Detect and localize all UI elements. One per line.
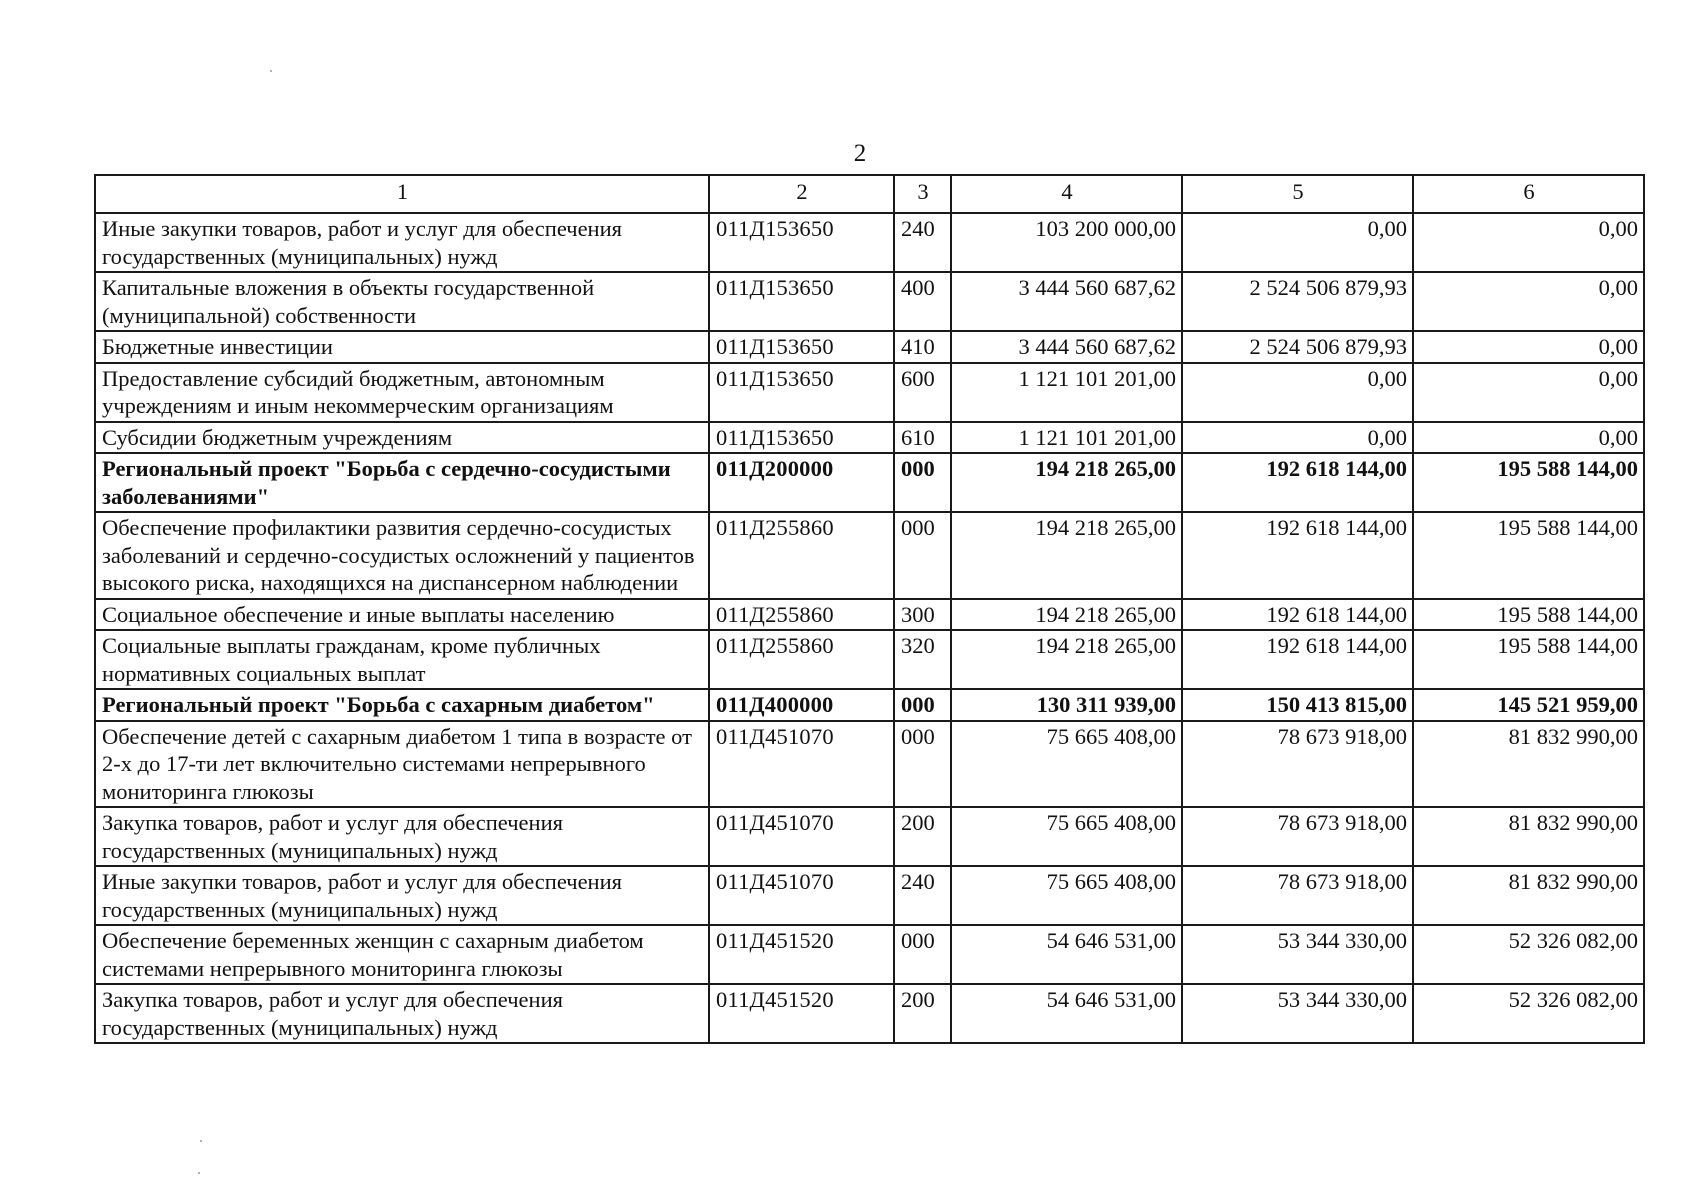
row-amount-col4: 3 444 560 687,62 <box>951 331 1182 363</box>
row-amount-col5: 0,00 <box>1182 422 1413 454</box>
row-kvr-cell: 200 <box>894 984 951 1043</box>
row-code-cell: 011Д255860 <box>709 630 894 689</box>
row-name-cell: Капитальные вложения в объекты государственной (муниципальной) собственности <box>95 272 709 331</box>
table-row <box>95 512 1644 599</box>
row-amount-col5: 0,00 <box>1182 213 1413 272</box>
header-col-3: 3 <box>894 175 951 213</box>
row-amount-col4: 194 218 265,00 <box>951 512 1182 599</box>
table-row <box>95 213 1644 272</box>
scan-speck <box>200 1140 202 1142</box>
table-row <box>95 866 1644 925</box>
row-amount-col5: 2 524 506 879,93 <box>1182 331 1413 363</box>
row-amount-col5: 150 413 815,00 <box>1182 689 1413 721</box>
row-kvr-cell: 000 <box>894 512 951 599</box>
row-amount-col4: 1 121 101 201,00 <box>951 422 1182 454</box>
row-name-cell: Субсидии бюджетным учреждениям <box>95 422 709 454</box>
row-amount-col4: 103 200 000,00 <box>951 213 1182 272</box>
row-amount-col6: 0,00 <box>1413 272 1644 331</box>
row-name-cell: Иные закупки товаров, работ и услуг для обеспечения государственных (муниципальных) нужд <box>95 213 709 272</box>
row-amount-col6: 145 521 959,00 <box>1413 689 1644 721</box>
row-amount-col5: 192 618 144,00 <box>1182 512 1413 599</box>
header-col-4: 4 <box>951 175 1182 213</box>
row-code-cell: 011Д255860 <box>709 599 894 631</box>
table-row <box>95 807 1644 866</box>
row-name-cell: Обеспечение беременных женщин с сахарным диабетом системами непрерывного мониторинга глюкозы <box>95 925 709 984</box>
row-amount-col5: 192 618 144,00 <box>1182 630 1413 689</box>
row-kvr-cell: 400 <box>894 272 951 331</box>
row-amount-col4: 194 218 265,00 <box>951 630 1182 689</box>
row-name-cell: Обеспечение детей с сахарным диабетом 1 типа в возрасте от 2-х до 17-ти лет включительно системами непрерывного мониторинга глюкозы <box>95 721 709 808</box>
row-kvr-cell: 610 <box>894 422 951 454</box>
row-code-cell: 011Д451070 <box>709 866 894 925</box>
table-row <box>95 630 1644 689</box>
table-row <box>95 453 1644 512</box>
row-amount-col6: 195 588 144,00 <box>1413 599 1644 631</box>
row-code-cell: 011Д153650 <box>709 331 894 363</box>
budget-table <box>94 174 1645 1044</box>
row-code-cell: 011Д255860 <box>709 512 894 599</box>
row-amount-col6: 0,00 <box>1413 363 1644 422</box>
row-amount-col6: 81 832 990,00 <box>1413 866 1644 925</box>
row-amount-col6: 0,00 <box>1413 213 1644 272</box>
row-amount-col4: 54 646 531,00 <box>951 925 1182 984</box>
row-amount-col6: 81 832 990,00 <box>1413 721 1644 808</box>
row-amount-col5: 78 673 918,00 <box>1182 866 1413 925</box>
table-row <box>95 331 1644 363</box>
row-amount-col5: 78 673 918,00 <box>1182 721 1413 808</box>
table-row <box>95 599 1644 631</box>
row-code-cell: 011Д451520 <box>709 984 894 1043</box>
table-row <box>95 689 1644 721</box>
row-code-cell: 011Д400000 <box>709 689 894 721</box>
row-amount-col6: 0,00 <box>1413 331 1644 363</box>
row-amount-col4: 1 121 101 201,00 <box>951 363 1182 422</box>
row-amount-col6: 52 326 082,00 <box>1413 925 1644 984</box>
row-amount-col4: 130 311 939,00 <box>951 689 1182 721</box>
row-amount-col4: 194 218 265,00 <box>951 599 1182 631</box>
row-name-cell: Обеспечение профилактики развития сердечно-сосудистых заболеваний и сердечно-сосудистых осложнений у пациентов высокого риска, находящихся на диспансерном наблюдении <box>95 512 709 599</box>
row-amount-col6: 195 588 144,00 <box>1413 453 1644 512</box>
row-kvr-cell: 000 <box>894 453 951 512</box>
table-body <box>95 213 1644 1043</box>
row-kvr-cell: 410 <box>894 331 951 363</box>
row-code-cell: 011Д153650 <box>709 422 894 454</box>
row-code-cell: 011Д200000 <box>709 453 894 512</box>
row-code-cell: 011Д451070 <box>709 807 894 866</box>
table-header <box>95 175 1644 213</box>
row-amount-col5: 192 618 144,00 <box>1182 453 1413 512</box>
row-name-cell: Бюджетные инвестиции <box>95 331 709 363</box>
scan-speck <box>198 1172 200 1174</box>
row-amount-col5: 0,00 <box>1182 363 1413 422</box>
table-row <box>95 422 1644 454</box>
row-amount-col6: 81 832 990,00 <box>1413 807 1644 866</box>
page-number: 2 <box>853 140 867 167</box>
row-kvr-cell: 320 <box>894 630 951 689</box>
header-col-5: 5 <box>1182 175 1413 213</box>
row-amount-col6: 0,00 <box>1413 422 1644 454</box>
row-code-cell: 011Д451070 <box>709 721 894 808</box>
header-col-2: 2 <box>709 175 894 213</box>
row-name-cell: Социальное обеспечение и иные выплаты населению <box>95 599 709 631</box>
row-amount-col4: 194 218 265,00 <box>951 453 1182 512</box>
row-amount-col4: 75 665 408,00 <box>951 807 1182 866</box>
row-amount-col4: 75 665 408,00 <box>951 721 1182 808</box>
row-name-cell: Закупка товаров, работ и услуг для обеспечения государственных (муниципальных) нужд <box>95 807 709 866</box>
row-amount-col4: 3 444 560 687,62 <box>951 272 1182 331</box>
row-name-cell: Социальные выплаты гражданам, кроме публичных нормативных социальных выплат <box>95 630 709 689</box>
row-code-cell: 011Д153650 <box>709 213 894 272</box>
row-amount-col5: 2 524 506 879,93 <box>1182 272 1413 331</box>
row-code-cell: 011Д451520 <box>709 925 894 984</box>
row-amount-col6: 52 326 082,00 <box>1413 984 1644 1043</box>
row-name-cell: Закупка товаров, работ и услуг для обеспечения государственных (муниципальных) нужд <box>95 984 709 1043</box>
row-name-cell: Региональный проект "Борьба с сахарным диабетом" <box>95 689 709 721</box>
row-kvr-cell: 000 <box>894 925 951 984</box>
row-name-cell: Иные закупки товаров, работ и услуг для обеспечения государственных (муниципальных) нужд <box>95 866 709 925</box>
row-kvr-cell: 000 <box>894 721 951 808</box>
row-name-cell: Предоставление субсидий бюджетным, автономным учреждениям и иным некоммерческим организациям <box>95 363 709 422</box>
header-col-1: 1 <box>95 175 709 213</box>
table-row <box>95 363 1644 422</box>
scan-speck <box>270 70 272 72</box>
row-amount-col6: 195 588 144,00 <box>1413 512 1644 599</box>
row-amount-col6: 195 588 144,00 <box>1413 630 1644 689</box>
row-kvr-cell: 000 <box>894 689 951 721</box>
row-amount-col4: 75 665 408,00 <box>951 866 1182 925</box>
row-code-cell: 011Д153650 <box>709 272 894 331</box>
header-row <box>95 175 1644 213</box>
row-code-cell: 011Д153650 <box>709 363 894 422</box>
row-amount-col5: 53 344 330,00 <box>1182 925 1413 984</box>
table-row <box>95 721 1644 808</box>
row-amount-col5: 192 618 144,00 <box>1182 599 1413 631</box>
table-row <box>95 272 1644 331</box>
table-row <box>95 984 1644 1043</box>
row-amount-col5: 53 344 330,00 <box>1182 984 1413 1043</box>
header-col-6: 6 <box>1413 175 1644 213</box>
row-name-cell: Региональный проект "Борьба с сердечно-сосудистыми заболеваниями" <box>95 453 709 512</box>
row-amount-col4: 54 646 531,00 <box>951 984 1182 1043</box>
row-kvr-cell: 240 <box>894 866 951 925</box>
row-kvr-cell: 600 <box>894 363 951 422</box>
row-kvr-cell: 200 <box>894 807 951 866</box>
row-kvr-cell: 300 <box>894 599 951 631</box>
row-kvr-cell: 240 <box>894 213 951 272</box>
table-row <box>95 925 1644 984</box>
row-amount-col5: 78 673 918,00 <box>1182 807 1413 866</box>
